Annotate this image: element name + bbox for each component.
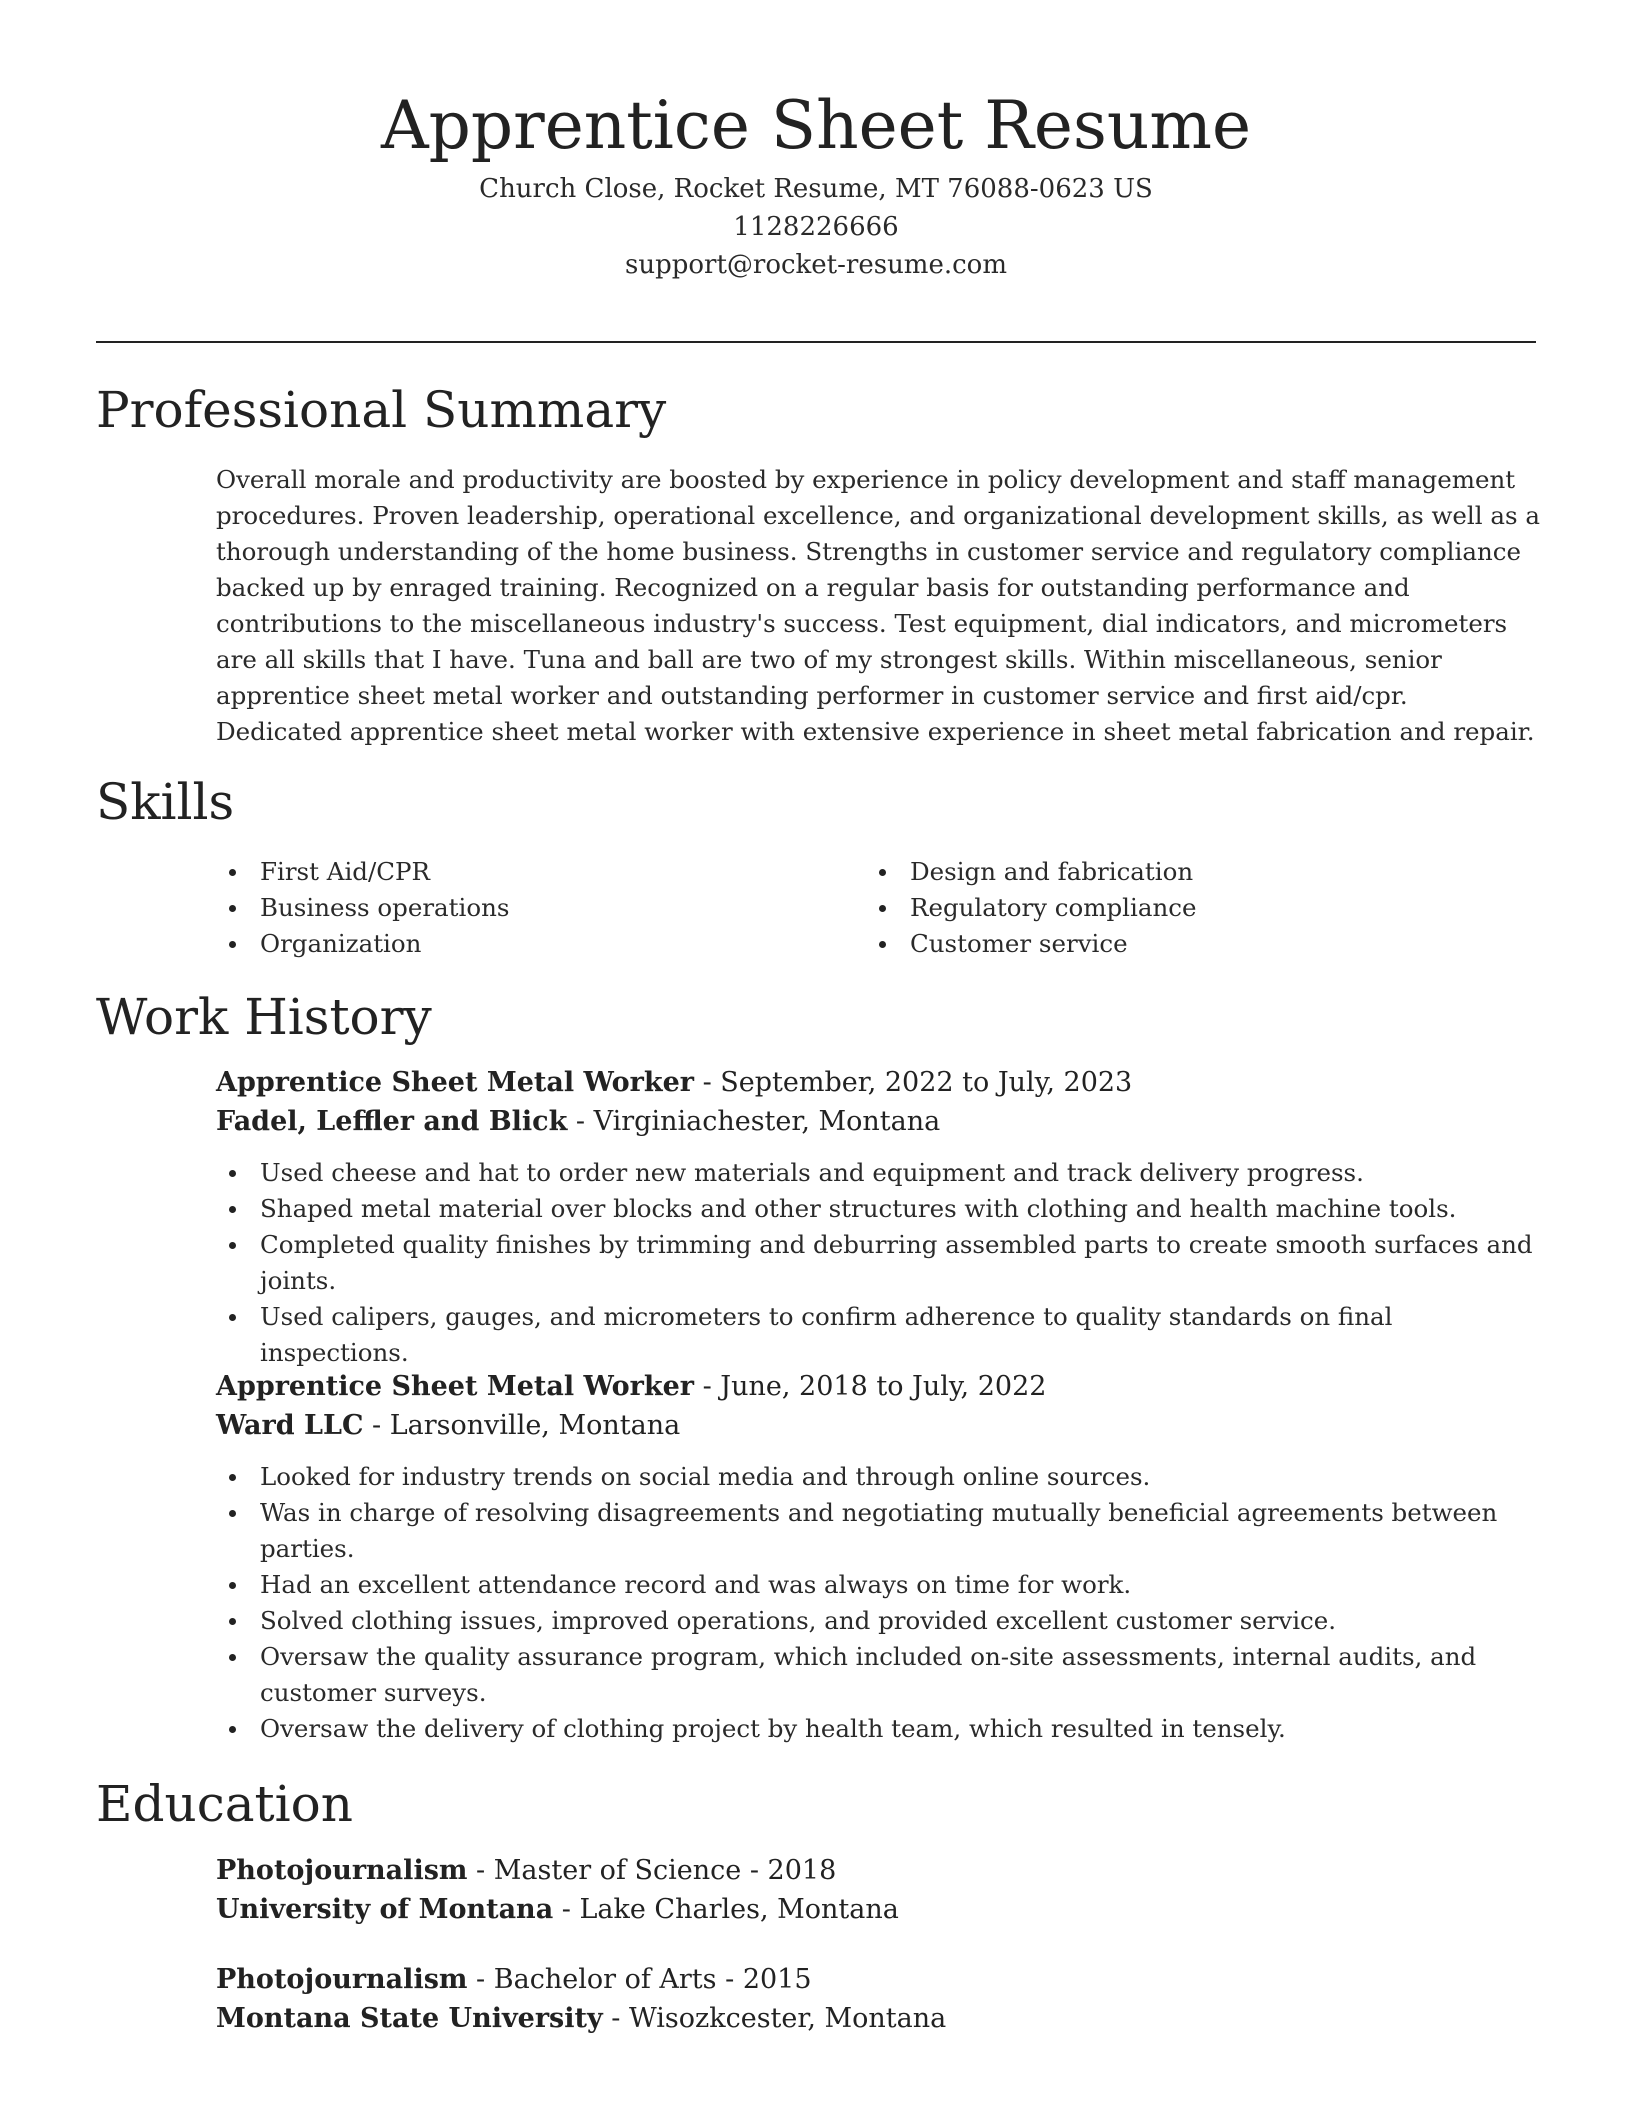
- job-location: Virginiachester, Montana: [593, 1106, 941, 1137]
- education-year: 2018: [767, 1855, 837, 1886]
- job-location: Larsonville, Montana: [389, 1410, 681, 1441]
- work-history-title: Work History: [96, 988, 432, 1046]
- job-bullets: [216, 1459, 1541, 1747]
- job-role: Apprentice Sheet Metal Worker: [216, 1371, 694, 1402]
- contact-address: Church Close, Rocket Resume, MT 76088-0623 US: [479, 174, 1153, 204]
- job-title-line: Apprentice Sheet Metal Worker - September, 2022 to July, 2023: [216, 1067, 1133, 1098]
- job-dates: September, 2022 to July, 2023: [720, 1067, 1133, 1098]
- education-degree: Master of Science: [493, 1855, 742, 1886]
- list-item: Used cheese and hat to order new materials and equipment and track delivery progress.: [216, 1155, 1541, 1191]
- education-school-line: University of Montana - Lake Charles, Montana: [216, 1894, 899, 1925]
- education-school: Montana State University: [216, 2003, 603, 2034]
- list-item: Had an excellent attendance record and was always on time for work.: [216, 1567, 1541, 1603]
- education-degree: Bachelor of Arts: [493, 1964, 717, 1995]
- education-entry: [216, 1851, 1541, 1929]
- job-bullets: [216, 1155, 1541, 1371]
- job-company-line: Fadel, Leffler and Blick - Virginiachester, Montana: [216, 1106, 941, 1137]
- skill-item: Design and fabrication: [866, 854, 1516, 890]
- education-field: Photojournalism: [216, 1855, 468, 1886]
- skills-list: [216, 854, 1536, 962]
- job-company: Fadel, Leffler and Blick: [216, 1106, 568, 1137]
- list-item: Oversaw the delivery of clothing project by health team, which resulted in tensely.: [216, 1711, 1541, 1747]
- education-school-line: Montana State University - Wisozkcester, Montana: [216, 2003, 947, 2034]
- list-item: Was in charge of resolving disagreements and negotiating mutually beneficial agreements between parties.: [216, 1495, 1541, 1567]
- skills-title: Skills: [96, 773, 235, 831]
- skill-item: Regulatory compliance: [866, 890, 1516, 926]
- list-item: Oversaw the quality assurance program, which included on-site assessments, internal audits, and customer surveys.: [216, 1639, 1541, 1711]
- header-divider: [96, 341, 1536, 343]
- candidate-name: Apprentice Sheet Resume: [380, 87, 1252, 164]
- skills-column-right: [866, 854, 1516, 962]
- education-field: Photojournalism: [216, 1964, 468, 1995]
- summary-text: Overall morale and productivity are boosted by experience in policy development and staff management procedures. Proven leadership, operational excellence, and organizational development skills, as well as a thorough understanding of the home business. Strengths in customer service and regulatory compliance backed up by enraged training. Recognized on a regular basis for outstanding performance and contributions to the miscellaneous industry's success. Test equipment, dial indicators, and micrometers are all skills that I have. Tuna and ball are two of my strongest skills. Within miscellaneous, senior apprentice sheet metal worker and outstanding performer in customer service and first aid/cpr. Dedicated apprentice sheet metal worker with extensive experience in sheet metal fabrication and repair.: [216, 465, 1540, 746]
- education-degree-line: Photojournalism - Bachelor of Arts - 2015: [216, 1964, 812, 1995]
- skill-item: Organization: [216, 926, 866, 962]
- education-year: 2015: [742, 1964, 812, 1995]
- job-role: Apprentice Sheet Metal Worker: [216, 1067, 694, 1098]
- job-dates: June, 2018 to July, 2022: [720, 1371, 1047, 1402]
- education-location: Lake Charles, Montana: [579, 1894, 899, 1925]
- list-item: Completed quality finishes by trimming and deburring assembled parts to create smooth surfaces and joints.: [216, 1227, 1541, 1299]
- resume-header: [96, 82, 1536, 284]
- skills-column-left: [216, 854, 866, 962]
- education-location: Wisozkcester, Montana: [628, 2003, 947, 2034]
- contact-phone: 1128226666: [733, 212, 899, 242]
- skill-item: Customer service: [866, 926, 1516, 962]
- job-title-line: Apprentice Sheet Metal Worker - June, 2018 to July, 2022: [216, 1371, 1047, 1402]
- education-title: Education: [96, 1775, 353, 1833]
- education-school: University of Montana: [216, 1894, 554, 1925]
- job-company-line: Ward LLC - Larsonville, Montana: [216, 1410, 681, 1441]
- skill-item: Business operations: [216, 890, 866, 926]
- list-item: Used calipers, gauges, and micrometers to confirm adherence to quality standards on final inspections.: [216, 1299, 1541, 1371]
- list-item: Looked for industry trends on social media and through online sources.: [216, 1459, 1541, 1495]
- job-entry: [216, 1063, 1541, 1371]
- contact-email: support@rocket-resume.com: [624, 250, 1007, 280]
- education-degree-line: Photojournalism - Master of Science - 2018: [216, 1855, 837, 1886]
- list-item: Shaped metal material over blocks and other structures with clothing and health machine tools.: [216, 1191, 1541, 1227]
- education-entry: [216, 1960, 1541, 2038]
- skill-item: First Aid/CPR: [216, 854, 866, 890]
- job-entry: [216, 1367, 1541, 1747]
- list-item: Solved clothing issues, improved operations, and provided excellent customer service.: [216, 1603, 1541, 1639]
- summary-title: Professional Summary: [96, 381, 667, 439]
- job-company: Ward LLC: [216, 1410, 364, 1441]
